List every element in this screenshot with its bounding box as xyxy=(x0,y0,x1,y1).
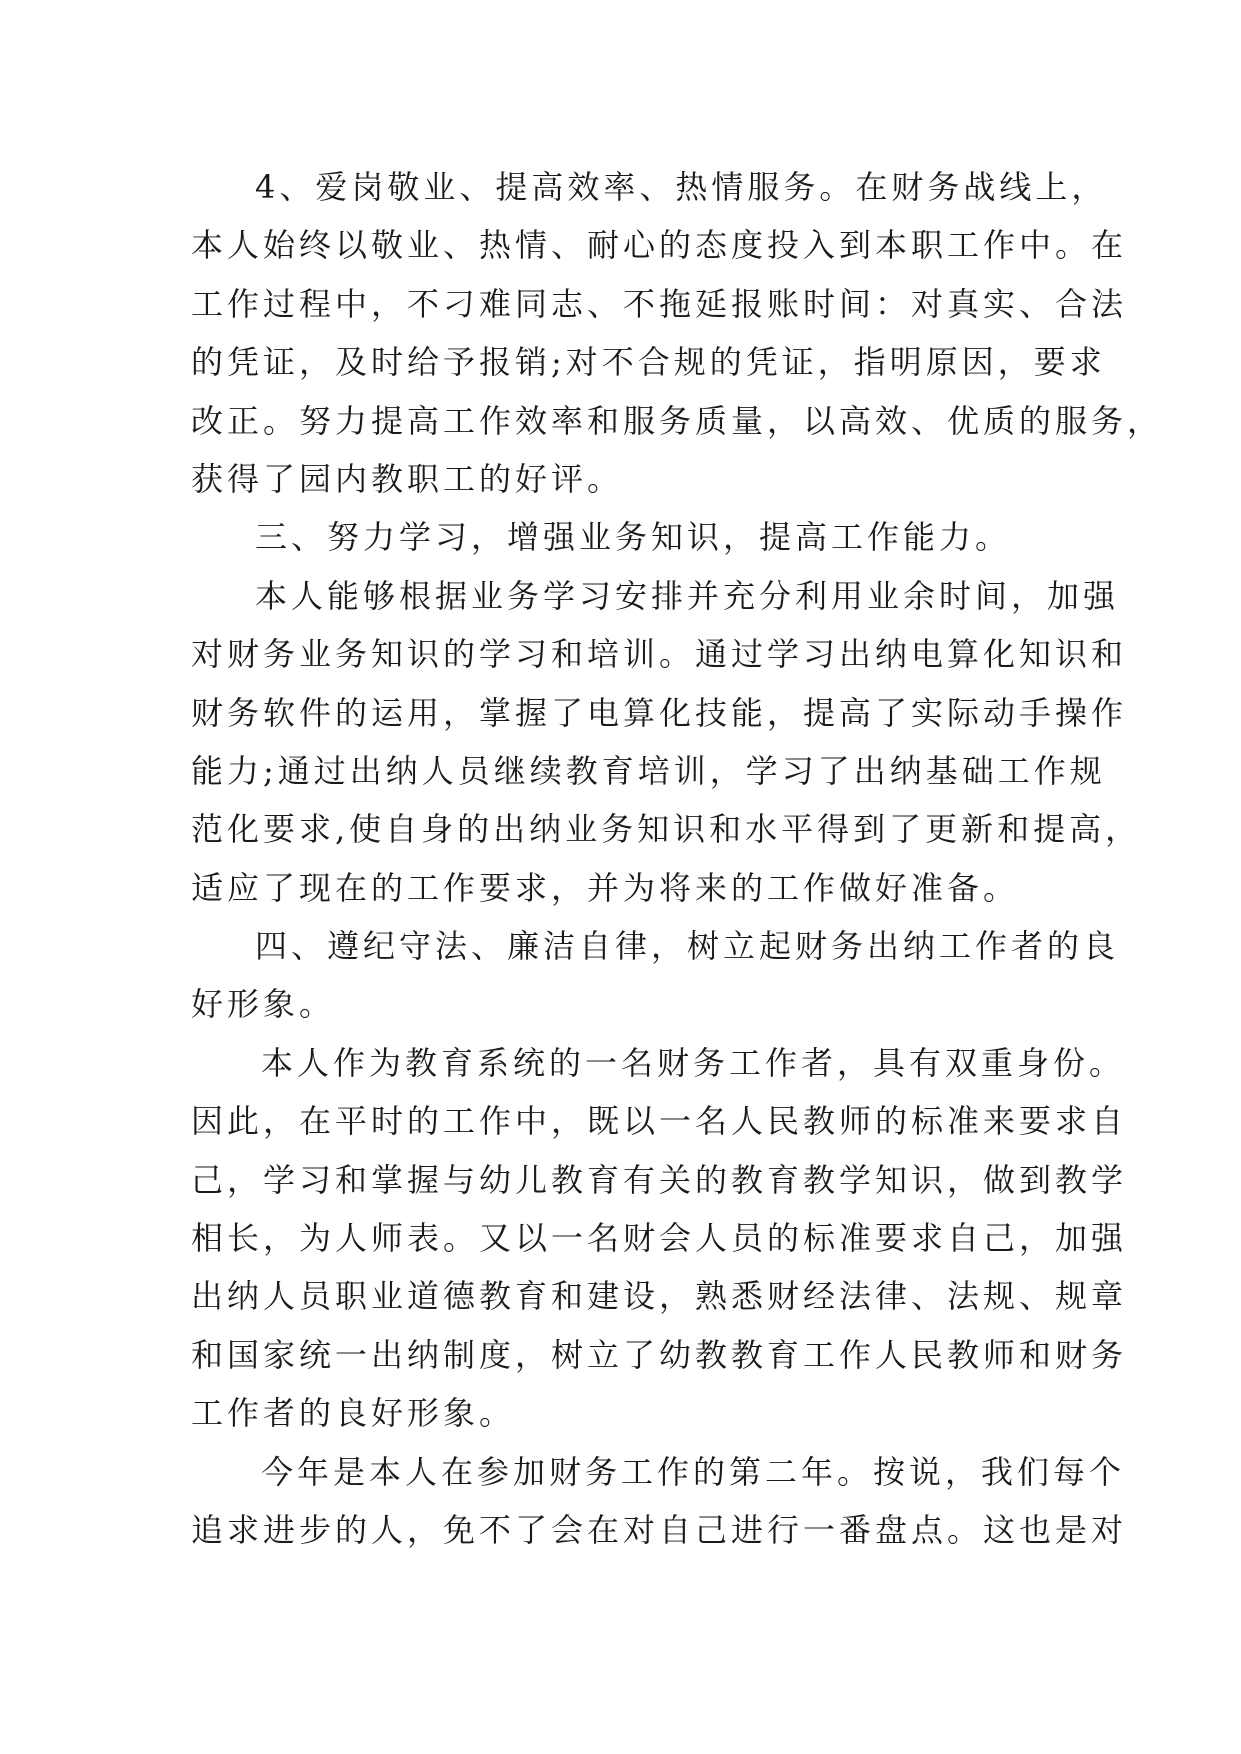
paragraph-line: 范化要求,使自身的出纳业务知识和水平得到了更新和提高， xyxy=(191,810,1142,849)
paragraph-line: 适应了现在的工作要求，并为将来的工作做好准备。 xyxy=(191,868,1020,907)
paragraph-line: 今年是本人在参加财务工作的第二年。按说，我们每个 xyxy=(261,1452,1126,1491)
paragraph-line: 相长，为人师表。又以一名财会人员的标准要求自己，加强 xyxy=(191,1219,1128,1258)
paragraph-line: 对财务业务知识的学习和培训。通过学习出纳电算化知识和 xyxy=(191,635,1128,674)
section-heading: 三、努力学习，增强业务知识，提高工作能力。 xyxy=(255,518,1012,557)
paragraph-line: 能力;通过出纳人员继续教育培训，学习了出纳基础工作规 xyxy=(191,751,1106,790)
paragraph-line: 追求进步的人，免不了会在对自己进行一番盘点。这也是对 xyxy=(191,1510,1128,1549)
paragraph-line: 己，学习和掌握与幼儿教育有关的教育教学知识，做到教学 xyxy=(191,1160,1128,1199)
paragraph-line: 的凭证，及时给予报销;对不合规的凭证，指明原因，要求 xyxy=(191,343,1106,382)
paragraph-line: 改正。努力提高工作效率和服务质量，以高效、优质的服务， xyxy=(191,401,1164,440)
paragraph-line: 获得了园内教职工的好评。 xyxy=(191,459,624,498)
paragraph-line: 出纳人员职业道德教育和建设，熟悉财经法律、法规、规章 xyxy=(191,1277,1128,1316)
section-heading: 四、遵纪守法、廉洁自律，树立起财务出纳工作者的良 xyxy=(255,927,1120,966)
paragraph-line: 4、爱岗敬业、提高效率、热情服务。在财务战线上， xyxy=(255,168,1108,206)
paragraph-line: 工作过程中，不刁难同志、不拖延报账时间：对真实、合法 xyxy=(191,284,1128,323)
section-heading-continued: 好形象。 xyxy=(191,985,336,1024)
paragraph-line: 本人始终以敬业、热情、耐心的态度投入到本职工作中。在 xyxy=(191,226,1128,265)
paragraph-line: 工作者的良好形象。 xyxy=(191,1394,516,1433)
paragraph-line: 因此，在平时的工作中，既以一名人民教师的标准来要求自 xyxy=(191,1102,1128,1141)
paragraph-line: 和国家统一出纳制度，树立了幼教教育工作人民教师和财务 xyxy=(191,1335,1128,1374)
paragraph-line: 财务软件的运用，掌握了电算化技能，提高了实际动手操作 xyxy=(191,693,1128,732)
paragraph-line: 本人能够根据业务学习安排并充分利用业余时间，加强 xyxy=(255,576,1120,615)
paragraph-line: 本人作为教育系统的一名财务工作者，具有双重身份。 xyxy=(261,1043,1126,1082)
document-body xyxy=(191,158,1164,1559)
